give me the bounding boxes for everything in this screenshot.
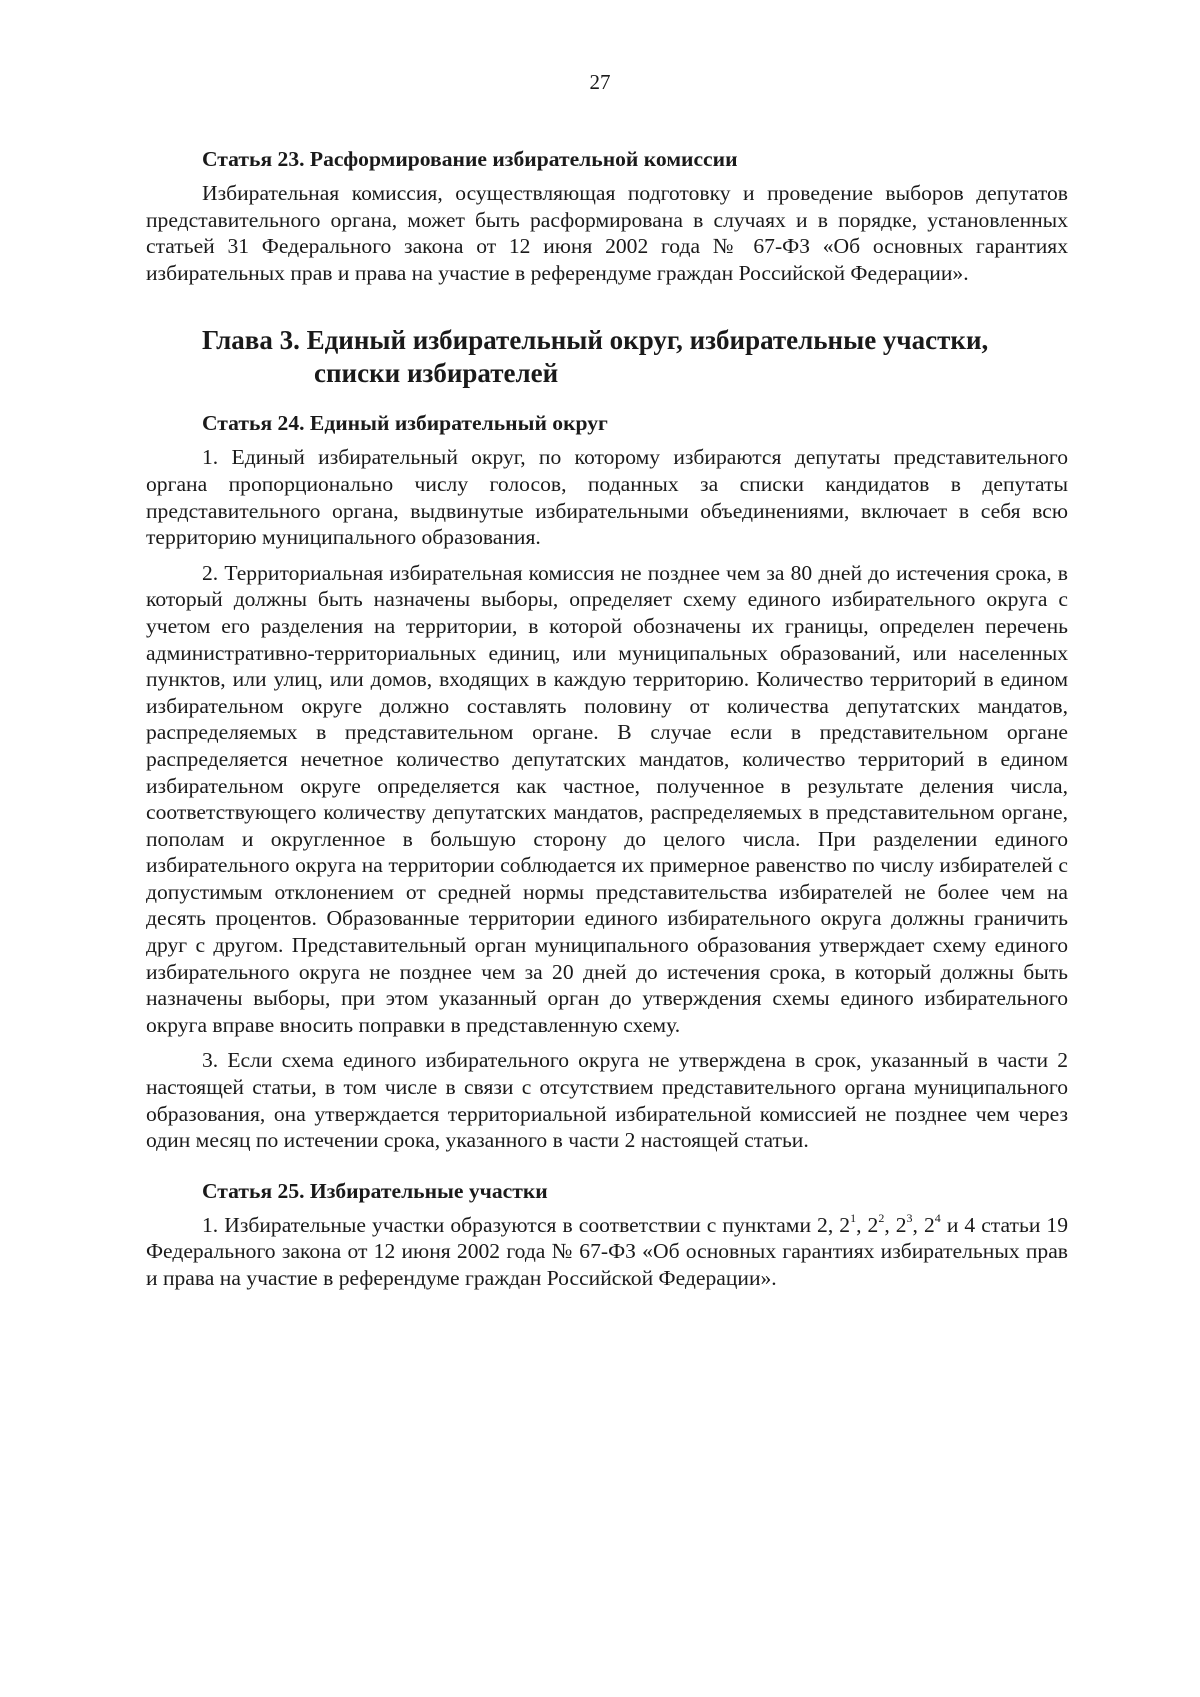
article-25-paragraph-1: 1. Избирательные участки образуются в соответствии с пунктами 2, $2^1$, $2^2$, $2^3$, $2^4$ и 4 статьи 19 Федерального закона от 12 июня 2002 года № 67-ФЗ «Об основных гарантиях избирательных прав и права на участие в референдуме граждан Российской Федерации». xyxy=(146,1210,1069,1290)
document-body xyxy=(146,146,1068,1292)
article-24-paragraph-3: 3. Если схема единого избирательного округа не утверждена в срок, указанный в части 2 настоящей статьи, в том числе в связи с отсутствием представительного органа муниципального образования, она утверждается территориальной избирательной комиссией не позднее чем через один месяц по истечении срока, указанного в части 2 настоящей статьи. xyxy=(146,1048,1068,1153)
article-24-title: Статья 24. Единый избирательный округ xyxy=(202,411,608,436)
page-number: 27 xyxy=(589,70,611,94)
article-25-title: Статья 25. Избирательные участки xyxy=(202,1178,548,1203)
article-23-paragraph: Избирательная комиссия, осуществляющая подготовку и проведение выборов депутатов представительного органа, может быть расформирована в случаях и в порядке, установленных статьей 31 Федерального закона от 12 июня 2002 года № 67-ФЗ «Об основных гарантиях избирательных прав и права на участие в референдуме граждан Российской Федерации». xyxy=(146,181,1068,285)
article-24-paragraph-1: 1. Единый избирательный округ, по которому избираются депутаты представительного органа пропорционально числу голосов, поданных за списки кандидатов в депутаты представительного органа, выдвинутые избирательными объединениями, включает в себя всю территорию муниципального образования. xyxy=(146,445,1068,550)
chapter-3-title-line-2: списки избирателей xyxy=(314,358,559,389)
article-24-paragraph-2: 2. Территориальная избирательная комиссия не позднее чем за 80 дней до истечения срока, в который должны быть назначены выборы, определяет схему единого избирательного округа с учетом его разделения на территории, в которой обозначены их границы, определен перечень административно-территориальных единиц, или муниципальных образований, или населенных пунктов, или улиц, или домов, входящих в каждую территорию. Количество территорий в едином избирательном округе должно составлять половину от количества депутатских мандатов, распределяемых в представительном органе. В случае если в представительном органе распределяется нечетное количество депутатских мандатов, количество территорий в едином избирательном округе определяется как частное, полученное в результате деления числа, соответствующего количеству депутатских мандатов, распределяемых в представительном органе, пополам и округленное в большую сторону до целого числа. При разделении единого избирательного округа на территории соблюдается их примерное равенство по числу избирателей с допустимым отклонением от средней нормы представительства избирателей не более чем на десять процентов. Образованные территории единого избирательного округа должны граничить друг с другом. Представительный орган муниципального образования утверждает схему единого избирательного округа не позднее чем за 20 дней до истечения срока, в который должны быть назначены выборы, при этом указанный орган до утверждения схемы единого избирательного округа вправе вносить поправки в представленную схему. xyxy=(146,560,1068,1037)
chapter-3-title-line-1: Глава 3. Единый избирательный округ, избирательные участки, xyxy=(202,325,989,356)
article-23-title: Статья 23. Расформирование избирательной комиссии xyxy=(202,147,738,171)
chapter-3-title xyxy=(146,324,1068,390)
